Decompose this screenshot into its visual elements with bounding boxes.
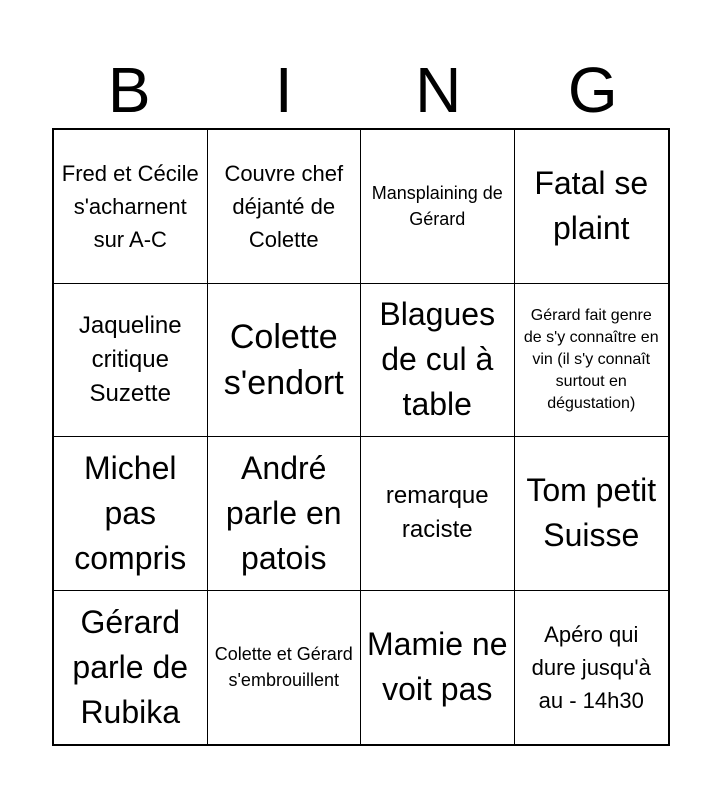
bingo-cell[interactable] <box>54 437 208 591</box>
bingo-cell[interactable] <box>361 284 515 438</box>
bingo-cell[interactable] <box>208 130 362 284</box>
header-letter-g: G <box>567 54 618 126</box>
cell-text: Michel pas compris <box>74 449 187 576</box>
bingo-header <box>52 52 670 128</box>
cell-text: Apéro qui dure jusqu'à au - 14h30 <box>531 621 651 713</box>
cell-text: remarque raciste <box>385 482 489 544</box>
bingo-cell[interactable] <box>54 284 208 438</box>
bingo-cell[interactable] <box>208 284 362 438</box>
cell-text: Mamie ne voit pas <box>367 626 508 708</box>
cell-text: Fatal se plaint <box>534 165 649 247</box>
cell-text: Gérard parle de Rubika <box>72 603 189 730</box>
header-letter-i: I <box>274 54 293 126</box>
cell-text: Colette et Gérard s'embrouillent <box>214 644 353 691</box>
bingo-cell[interactable] <box>361 591 515 745</box>
cell-text: Fred et Cécile s'acharnent sur A-C <box>61 160 199 252</box>
bingo-cell[interactable] <box>54 591 208 745</box>
header-letter-n: N <box>415 54 462 126</box>
bingo-cell[interactable] <box>515 437 669 591</box>
bingo-cell[interactable] <box>515 284 669 438</box>
cell-text: Gérard fait genre de s'y connaître en vin (il s'y connaît surtout en dégustation) <box>523 306 659 412</box>
cell-text: Blagues de cul à table <box>379 296 496 423</box>
bingo-cell[interactable] <box>208 591 362 745</box>
bingo-cell[interactable] <box>361 437 515 591</box>
bingo-cell[interactable] <box>515 591 669 745</box>
bingo-cell[interactable] <box>515 130 669 284</box>
bingo-cell[interactable] <box>208 437 362 591</box>
header-letter-b: B <box>107 54 151 126</box>
cell-text: Colette s'endort <box>223 317 344 402</box>
cell-text: Jaqueline critique Suzette <box>78 311 182 407</box>
bingo-cell[interactable] <box>361 130 515 284</box>
bingo-card-grid <box>52 128 670 746</box>
cell-text: Couvre chef déjanté de Colette <box>224 160 344 252</box>
cell-text: André parle en patois <box>225 449 342 576</box>
bingo-cell[interactable] <box>54 130 208 284</box>
cell-text: Mansplaining de Gérard <box>371 183 503 230</box>
cell-text: Tom petit Suisse <box>526 472 657 554</box>
